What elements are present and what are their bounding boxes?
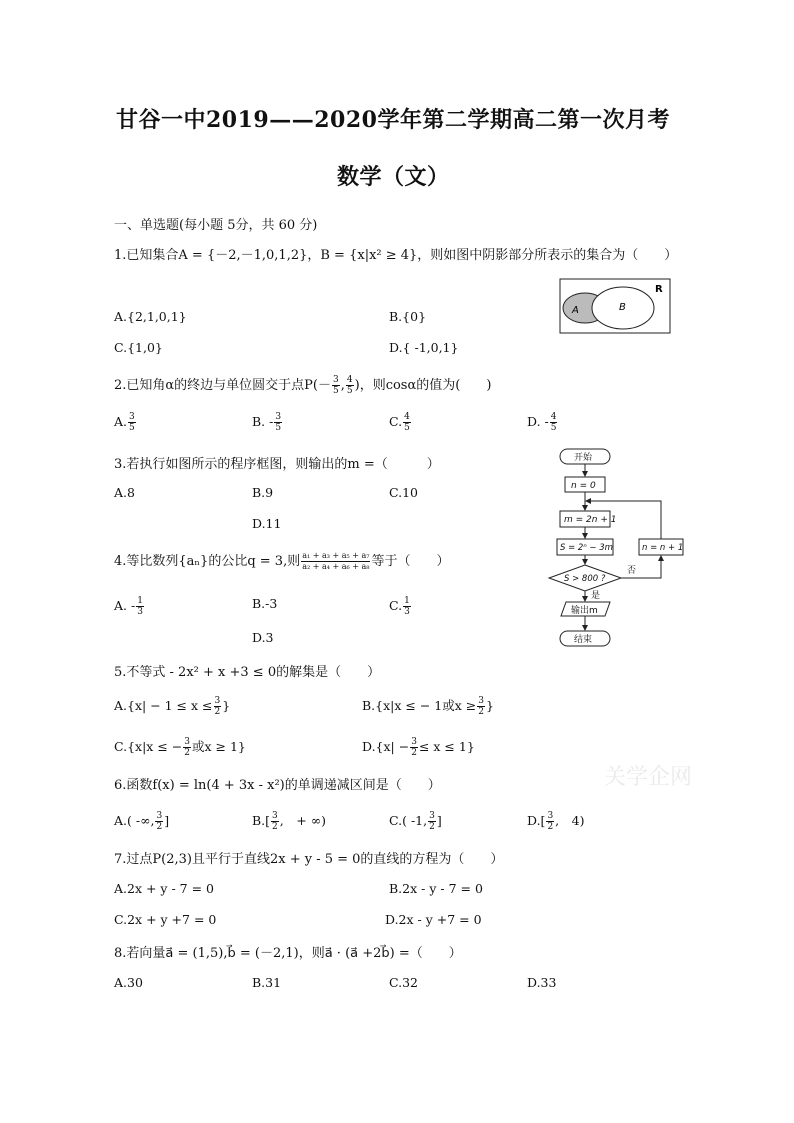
- venn-label-a: A: [572, 305, 579, 316]
- q4-option-d[interactable]: D.3: [252, 630, 274, 645]
- q5-stem: 5.不等式 - 2x² + x +3 ≤ 0的解集是（ ）: [114, 665, 381, 680]
- q6-option-c[interactable]: C.( -1, $\frac{3}{2}$ ]: [389, 811, 442, 832]
- q4-option-a[interactable]: A. - $\frac{1}{3}$: [114, 596, 143, 617]
- q8-option-d[interactable]: D.33: [527, 975, 557, 990]
- watermark: 关学企网: [604, 765, 693, 790]
- q2-frac-1: $\frac{3}{5}$: [333, 375, 339, 396]
- q2-option-d[interactable]: D. - $\frac{4}{5}$: [527, 412, 557, 433]
- q1-option-a[interactable]: A.{2,1,0,1}: [114, 309, 187, 324]
- q4-option-c[interactable]: C. $\frac{1}{3}$: [389, 596, 410, 617]
- q3-option-b[interactable]: B.9: [252, 485, 274, 500]
- q5-option-b[interactable]: B.{x|x ≤ − 1或x ≥ $\frac{3}{2}$ }: [362, 696, 494, 717]
- q3-stem: 3.若执行如图所示的程序框图，则输出的m =（ ）: [114, 457, 440, 472]
- flow-no-label: 否: [627, 566, 637, 576]
- venn-diagram: [559, 278, 671, 334]
- flow-yes-label: 是: [591, 591, 601, 601]
- q6-option-d[interactable]: D.[ $\frac{3}{2}$ , 4): [527, 811, 585, 832]
- q8-option-c[interactable]: C.32: [389, 975, 418, 990]
- q7-option-d[interactable]: D.2x - y +7 = 0: [385, 912, 482, 927]
- q7-stem: 7.过点P(2,3)且平行于直线2x + y - 5 = 0的直线的方程为（ ）: [114, 852, 504, 867]
- flow-cond-label: S > 800 ?: [564, 574, 606, 584]
- q7-option-c[interactable]: C.2x + y +7 = 0: [114, 912, 217, 927]
- q8-option-a[interactable]: A.30: [114, 975, 143, 990]
- section-heading: 一、单选题(每小题 5分，共 60 分): [114, 218, 318, 233]
- q8-stem: 8.若向量a⃗ = (1,5),b⃗ = (－2,1)，则a⃗ · (a⃗ +2b⃗) =（ ）: [114, 946, 462, 961]
- q1-option-c[interactable]: C.{1,0}: [114, 340, 163, 355]
- page-title: 甘谷一中2019——2020学年第二学期高二第一次月考: [116, 107, 670, 133]
- q1-stem: 1.已知集合A = {－2,－1,0,1,2}，B = {x|x² ≥ 4}，则如图中阴影部分所表示的集合为（ ）: [114, 248, 678, 263]
- q5-option-d[interactable]: D.{x| − $\frac{3}{2}$ ≤ x ≤ 1}: [362, 737, 475, 758]
- q6-option-a[interactable]: A.( -∞, $\frac{3}{2}$ ]: [114, 811, 170, 832]
- q2-stem: [114, 374, 491, 396]
- q5-option-c[interactable]: C.{x|x ≤ − $\frac{3}{2}$ 或x ≥ 1}: [114, 737, 246, 758]
- q2-stem-pre: 2.已知角α的终边与单位圆交于点P(－: [114, 378, 332, 393]
- venn-label-r: R: [655, 284, 663, 295]
- q6-option-b[interactable]: B.[ $\frac{3}{2}$ , + ∞): [252, 811, 326, 832]
- q7-option-a[interactable]: A.2x + y - 7 = 0: [114, 881, 214, 896]
- flow-init-label: n = 0: [571, 481, 596, 491]
- q6-stem: 6.函数f(x) = ln(4 + 3x - x²)的单调递减区间是（ ）: [114, 778, 441, 793]
- q4-stem: 4.等比数列{aₙ}的公比q = 3,则 $\frac{\text{a₁ + a₃ + a₅ + a₇}}{\text{a₂ + a₄ + a₆ + a₈}}$ 等于（ ）: [114, 551, 450, 571]
- q8-option-b[interactable]: B.31: [252, 975, 282, 990]
- flow-s-label: S = 2ⁿ − 3m: [560, 543, 613, 553]
- q2-frac-2: $\frac{4}{5}$: [346, 375, 353, 396]
- q3-option-a[interactable]: A.8: [114, 485, 135, 500]
- q2-stem-post: )，则cosα的值为( ): [354, 378, 492, 393]
- q4-option-b[interactable]: B.-3: [252, 596, 278, 611]
- q2-option-a[interactable]: A. $\frac{3}{5}$: [114, 412, 135, 433]
- q2-option-b[interactable]: B. - $\frac{3}{5}$: [252, 412, 282, 433]
- flow-output-label: 输出m: [571, 606, 598, 616]
- q7-option-b[interactable]: B.2x - y - 7 = 0: [389, 881, 483, 896]
- flowchart: [544, 446, 694, 650]
- venn-label-b: B: [619, 302, 626, 313]
- q3-option-d[interactable]: D.11: [252, 516, 282, 531]
- page-subtitle: 数学（文）: [337, 164, 450, 190]
- flow-end-label: 结束: [574, 635, 593, 645]
- flow-start-label: 开始: [574, 453, 593, 463]
- flow-inc-label: n = n + 1: [642, 543, 684, 553]
- q1-option-b[interactable]: B.{0}: [389, 309, 427, 324]
- q3-option-c[interactable]: C.10: [389, 485, 418, 500]
- q5-option-a[interactable]: A.{x| − 1 ≤ x ≤ $\frac{3}{2}$ }: [114, 696, 231, 717]
- q2-sep: ,: [340, 378, 345, 393]
- q1-option-d[interactable]: D.{ -1,0,1}: [389, 340, 459, 355]
- q2-option-c[interactable]: C. $\frac{4}{5}$: [389, 412, 410, 433]
- flow-assign-label: m = 2n + 1: [564, 515, 617, 525]
- q4-fraction: $\frac{\text{a₁ + a₃ + a₅ + a₇}}{\text{a₂ + a₄ + a₆ + a₈}}$: [302, 551, 370, 571]
